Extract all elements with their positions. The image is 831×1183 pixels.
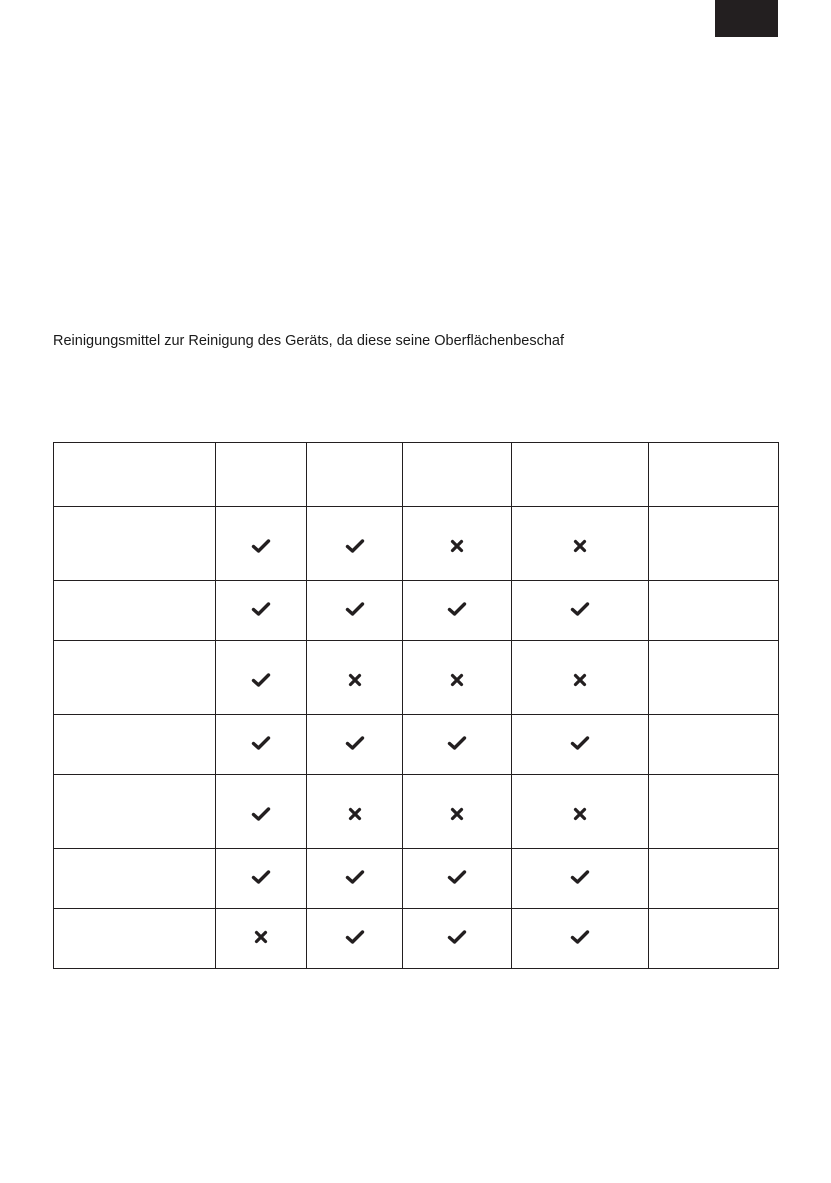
mark-cell — [512, 507, 649, 581]
check-icon — [345, 735, 365, 751]
mark-cell — [216, 641, 307, 715]
check-icon — [570, 601, 590, 617]
mark-cell — [307, 507, 403, 581]
mark-cell — [216, 581, 307, 641]
note-cell — [649, 909, 779, 969]
mark-cell — [216, 507, 307, 581]
page-tab-marker — [715, 0, 778, 37]
mark-cell — [512, 909, 649, 969]
mark-cell — [307, 641, 403, 715]
header-cell — [512, 443, 649, 507]
check-icon — [251, 538, 271, 554]
row-label — [54, 581, 216, 641]
header-cell — [307, 443, 403, 507]
mark-cell — [512, 849, 649, 909]
row-label — [54, 909, 216, 969]
check-icon — [345, 538, 365, 554]
check-icon — [447, 869, 467, 885]
check-icon — [251, 735, 271, 751]
mark-cell — [307, 581, 403, 641]
check-icon — [251, 672, 271, 688]
table-row — [54, 715, 779, 775]
check-icon — [345, 929, 365, 945]
cross-icon — [573, 539, 587, 553]
compatibility-table — [53, 442, 779, 969]
row-label — [54, 775, 216, 849]
check-icon — [251, 601, 271, 617]
cross-icon — [348, 807, 362, 821]
check-icon — [570, 929, 590, 945]
note-cell — [649, 715, 779, 775]
note-cell — [649, 507, 779, 581]
mark-cell — [403, 849, 512, 909]
mark-cell — [403, 775, 512, 849]
table-row — [54, 507, 779, 581]
mark-cell — [512, 641, 649, 715]
row-label — [54, 641, 216, 715]
mark-cell — [403, 909, 512, 969]
table-row — [54, 909, 779, 969]
header-cell — [54, 443, 216, 507]
cross-icon — [450, 539, 464, 553]
table-row — [54, 641, 779, 715]
check-icon — [570, 735, 590, 751]
check-icon — [345, 601, 365, 617]
mark-cell — [512, 775, 649, 849]
row-label — [54, 507, 216, 581]
check-icon — [447, 929, 467, 945]
cross-icon — [573, 807, 587, 821]
cross-icon — [450, 673, 464, 687]
note-cell — [649, 775, 779, 849]
mark-cell — [307, 909, 403, 969]
table-row — [54, 581, 779, 641]
mark-cell — [216, 909, 307, 969]
note-cell — [649, 849, 779, 909]
mark-cell — [403, 641, 512, 715]
mark-cell — [307, 849, 403, 909]
mark-cell — [512, 581, 649, 641]
header-cell — [216, 443, 307, 507]
note-cell — [649, 641, 779, 715]
intro-text: Reinigungsmittel zur Reinigung des Geräts, da diese seine Oberflächenbeschaf — [53, 333, 565, 349]
check-icon — [447, 601, 467, 617]
check-icon — [345, 869, 365, 885]
check-icon — [447, 735, 467, 751]
mark-cell — [307, 775, 403, 849]
mark-cell — [216, 775, 307, 849]
mark-cell — [307, 715, 403, 775]
mark-cell — [403, 715, 512, 775]
table-row — [54, 775, 779, 849]
mark-cell — [403, 507, 512, 581]
header-cell — [649, 443, 779, 507]
table-row — [54, 849, 779, 909]
header-cell — [403, 443, 512, 507]
row-label — [54, 849, 216, 909]
note-cell — [649, 581, 779, 641]
check-icon — [251, 806, 271, 822]
check-icon — [251, 869, 271, 885]
cross-icon — [450, 807, 464, 821]
mark-cell — [403, 581, 512, 641]
table-header-row — [54, 443, 779, 507]
cross-icon — [573, 673, 587, 687]
mark-cell — [512, 715, 649, 775]
mark-cell — [216, 849, 307, 909]
mark-cell — [216, 715, 307, 775]
cross-icon — [348, 673, 362, 687]
row-label — [54, 715, 216, 775]
check-icon — [570, 869, 590, 885]
cross-icon — [254, 930, 268, 944]
